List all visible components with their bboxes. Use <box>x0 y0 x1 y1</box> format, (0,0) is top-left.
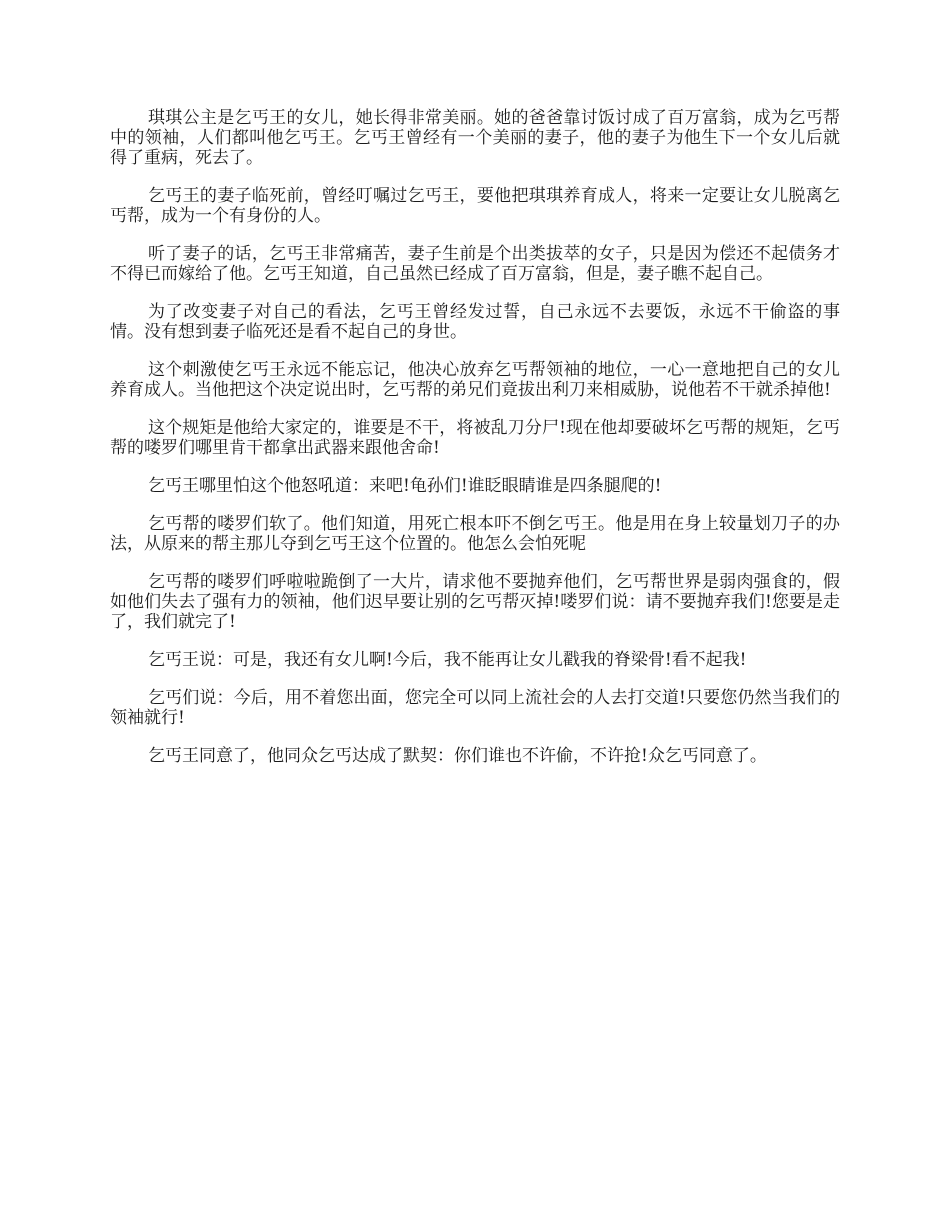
paragraph-11: 乞丐们说：今后，用不着您出面，您完全可以同上流社会的人去打交道!只要您仍然当我们的领袖就行! <box>110 688 840 728</box>
paragraph-5: 这个刺激使乞丐王永远不能忘记，他决心放弃乞丐帮领袖的地位，一心一意地把自己的女儿养育成人。当他把这个决定说出时，乞丐帮的弟兄们竟拔出利刀来相威胁，说他若不干就杀掉他! <box>110 360 840 400</box>
paragraph-12: 乞丐王同意了，他同众乞丐达成了默契：你们谁也不许偷，不许抢!众乞丐同意了。 <box>148 746 767 766</box>
paragraph-4: 为了改变妻子对自己的看法，乞丐王曾经发过誓，自己永远不去要饭，永远不干偷盗的事情。没有想到妻子临死还是看不起自己的身世。 <box>110 302 840 342</box>
paragraph-10: 乞丐王说：可是，我还有女儿啊!今后，我不能再让女儿戳我的脊梁骨!看不起我! <box>148 650 747 670</box>
paragraph-2: 乞丐王的妻子临死前，曾经叮嘱过乞丐王，要他把琪琪养育成人，将来一定要让女儿脱离乞丐帮，成为一个有身份的人。 <box>110 186 840 226</box>
paragraph-9: 乞丐帮的喽罗们呼啦啦跪倒了一大片，请求他不要抛弃他们，乞丐帮世界是弱肉强食的，假如他们失去了强有力的领袖，他们迟早要让别的乞丐帮灭掉!喽罗们说：请不要抛弃我们!您要是走了，我们就完了! <box>110 572 840 632</box>
paragraph-1: 琪琪公主是乞丐王的女儿，她长得非常美丽。她的爸爸靠讨饭讨成了百万富翁，成为乞丐帮中的领袖，人们都叫他乞丐王。乞丐王曾经有一个美丽的妻子，他的妻子为他生下一个女儿后就得了重病，死去了。 <box>110 108 840 168</box>
paragraph-3: 听了妻子的话，乞丐王非常痛苦，妻子生前是个出类拔萃的女子，只是因为偿还不起债务才不得已而嫁给了他。乞丐王知道，自己虽然已经成了百万富翁，但是，妻子瞧不起自己。 <box>110 244 840 284</box>
paragraph-8: 乞丐帮的喽罗们软了。他们知道，用死亡根本吓不倒乞丐王。他是用在身上较量划刀子的办法，从原来的帮主那儿夺到乞丐王这个位置的。他怎么会怕死呢 <box>110 514 840 554</box>
document-body <box>110 108 840 784</box>
paragraph-6: 这个规矩是他给大家定的，谁要是不干，将被乱刀分尸!现在他却要破坏乞丐帮的规矩，乞丐帮的喽罗们哪里肯干都拿出武器来跟他舍命! <box>110 418 840 458</box>
paragraph-7: 乞丐王哪里怕这个他怒吼道：来吧!龟孙们!谁眨眼睛谁是四条腿爬的! <box>148 476 662 496</box>
